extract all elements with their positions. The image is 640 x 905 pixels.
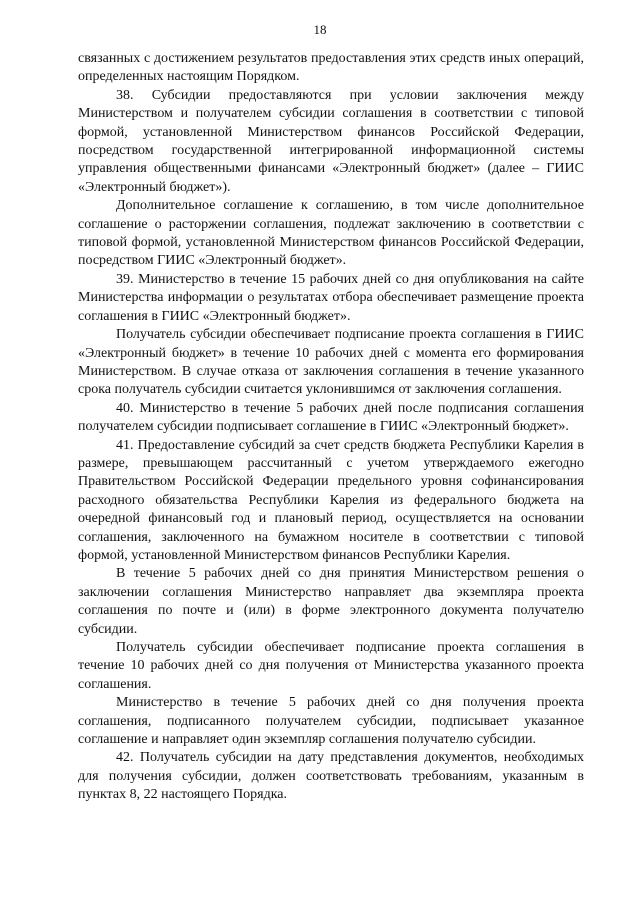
paragraph-paper-agreement-signing: Получатель субсидии обеспечивает подписание проекта соглашения в течение 10 рабочих дней со дня получения от Министерства указанного проекта соглашения.: [78, 640, 584, 692]
paragraph-42: 42. Получатель субсидии на дату представления документов, необходимых для получения субсидии, должен соответствовать требованиям, указанным в пунктах 8, 22 настоящего Порядка.: [78, 750, 584, 803]
paragraph-39: 39. Министерство в течение 15 рабочих дней со дня опубликования на сайте Министерства информации о результатах отбора обеспечивает размещение проекта соглашения в ГИИС «Электронный бюджет».: [78, 271, 584, 324]
paragraph-38: 38. Субсидии предоставляются при условии заключения между Министерством и получателем субсидии соглашения в соответствии с типовой формой, установленной Министерством финансов Российской Федерации, посредством государственной интегрированной информационной системы управления общественными финансами «Электронный бюджет» (далее – ГИИС «Электронный бюджет»).: [78, 87, 584, 195]
paragraph-paper-agreement-sending: В течение 5 рабочих дней со дня принятия Министерством решения о заключении соглашения Министерство направляет два экземпляра проекта соглашения по почте и (или) в форме электронного документа получателю субсидии.: [78, 566, 584, 637]
paragraph-recipient-signing: Получатель субсидии обеспечивает подписание проекта соглашения в ГИИС «Электронный бюджет» в течение 10 рабочих дней с момента его формирования Министерством. В случае отказа от заключения соглашения в течение указанного срока получатель субсидии считается уклонившимся от заключения соглашения.: [78, 327, 584, 398]
paragraph-40: 40. Министерство в течение 5 рабочих дней после подписания соглашения получателем субсидии подписывает соглашение в ГИИС «Электронный бюджет».: [78, 400, 584, 435]
paragraph-ministry-signing: Министерство в течение 5 рабочих дней со дня получения проекта соглашения, подписанного получателем субсидии, подписывает указанное соглашение и направляет один экземпляр соглашения получателю субсидии.: [78, 695, 584, 748]
paragraph-41: 41. Предоставление субсидий за счет средств бюджета Республики Карелия в размере, превышающем рассчитанный с учетом утверждаемого ежегодно Правительством Российской Федерации предельного уровня софинансирования расходного обязательства Республики Карелия из федерального бюджета на очередной финансовый год и плановый период, осуществляется на основании соглашения, заключенного на бумажном носителе в соответствии с типовой формой, установленной Министерством финансов Республики Карелия.: [78, 437, 584, 563]
paragraph-additional-agreement: Дополнительное соглашение к соглашению, в том числе дополнительное соглашение о расторжении соглашения, подлежат заключению в соответствии с типовой формой, установленной Министерством финансов Российской Федерации, посредством ГИИС «Электронный бюджет».: [78, 198, 584, 269]
document-body: [78, 50, 584, 805]
paragraph-continuation: связанных с достижением результатов предоставления этих средств иных операций, определенных настоящим Порядком.: [78, 51, 584, 85]
page-number: 18: [313, 22, 327, 37]
